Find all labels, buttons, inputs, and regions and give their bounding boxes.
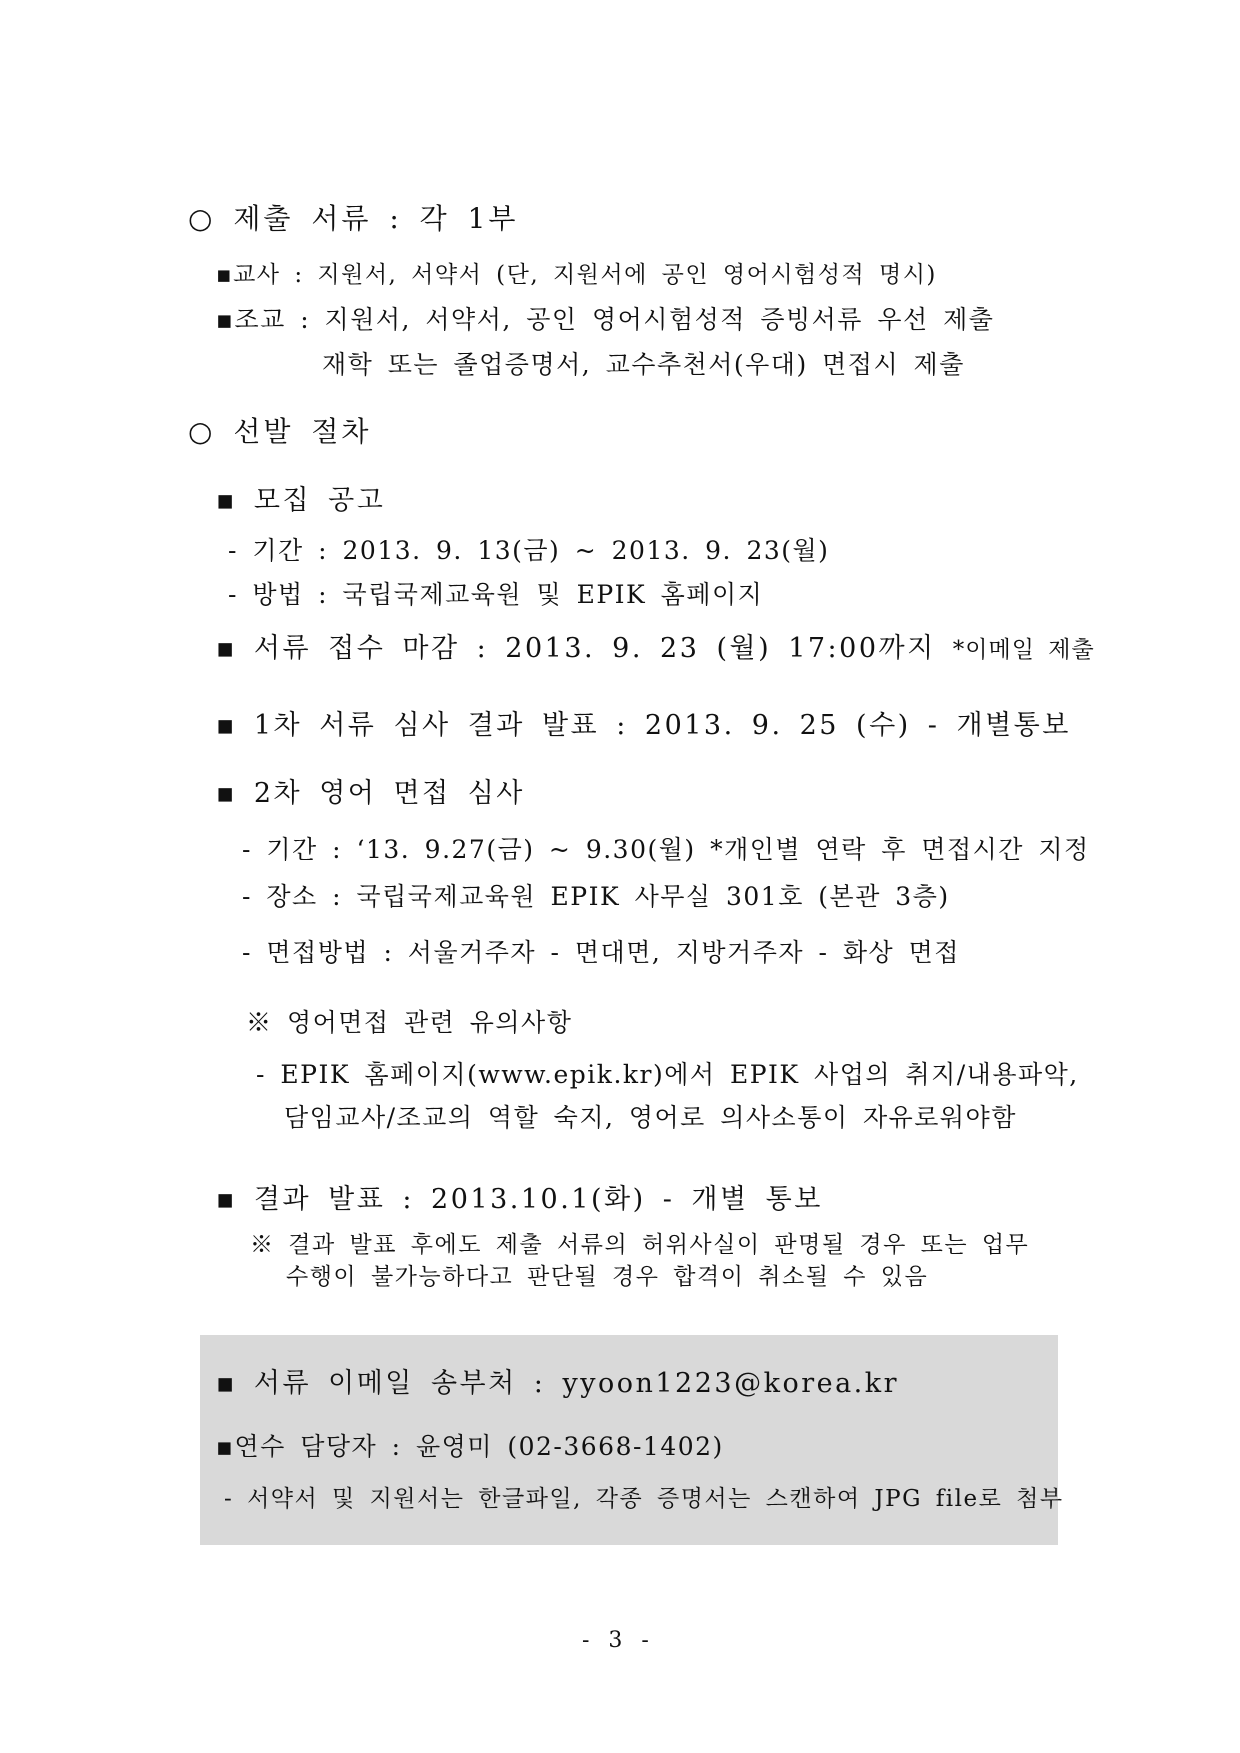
recruit-title: ▪ 모집 공고 [216, 485, 386, 516]
documents-assistant-line2: 재학 또는 졸업증명서, 교수추천서(우대) 면접시 제출 [322, 350, 965, 379]
recruit-period: - 기간 : 2013. 9. 13(금) ~ 2013. 9. 23(월) [228, 536, 830, 565]
second-title: ▪ 2차 영어 면접 심사 [216, 778, 525, 809]
caution-line1: - EPIK 홈페이지(www.epik.kr)에서 EPIK 사업의 취지/내용파악, [256, 1060, 1079, 1089]
documents-assistant-line1: ▪조교 : 지원서, 서약서, 공인 영어시험성적 증빙서류 우선 제출 [216, 305, 995, 334]
first-result: ▪ 1차 서류 심사 결과 발표 : 2013. 9. 25 (수) - 개별통보 [216, 710, 1071, 741]
deadline-text: ▪ 서류 접수 마감 : 2013. 9. 23 (월) 17:00까지 [216, 633, 936, 664]
documents-heading: ○ 제출 서류 : 각 1부 [188, 202, 519, 235]
caution-title: ※ 영어면접 관련 유의사항 [246, 1008, 573, 1037]
recruit-method: - 방법 : 국립국제교육원 및 EPIK 홈페이지 [228, 580, 764, 609]
contact-manager: ▪연수 담당자 : 윤영미 (02-3668-1402) [216, 1432, 724, 1461]
final-result: ▪ 결과 발표 : 2013.10.1(화) - 개별 통보 [216, 1184, 823, 1215]
documents-teacher: ▪교사 : 지원서, 서약서 (단, 지원서에 공인 영어시험성적 명시) [216, 262, 937, 288]
page-number: - 3 - [582, 1628, 655, 1653]
selection-heading: ○ 선발 절차 [188, 415, 372, 448]
caution-line2: 담임교사/조교의 역할 숙지, 영어로 의사소통이 자유로워야함 [284, 1103, 1017, 1132]
final-note-line1: ※ 결과 발표 후에도 제출 서류의 허위사실이 판명될 경우 또는 업무 [250, 1232, 1030, 1258]
second-period: - 기간 : ‘13. 9.27(금) ~ 9.30(월) *개인별 연락 후 면접시간 지정 [242, 835, 1090, 864]
contact-note: - 서약서 및 지원서는 한글파일, 각종 증명서는 스캔하여 JPG file로 첨부 [224, 1486, 1064, 1512]
deadline [216, 633, 1095, 665]
contact-email: ▪ 서류 이메일 송부처 : yyoon1223@korea.kr [216, 1368, 900, 1399]
second-method: - 면접방법 : 서울거주자 - 면대면, 지방거주자 - 화상 면접 [242, 938, 960, 967]
second-place: - 장소 : 국립국제교육원 EPIK 사무실 301호 (본관 3층) [242, 882, 950, 911]
deadline-note: *이메일 제출 [952, 637, 1095, 663]
final-note-line2: 수행이 불가능하다고 판단될 경우 합격이 취소될 수 있음 [286, 1264, 929, 1290]
